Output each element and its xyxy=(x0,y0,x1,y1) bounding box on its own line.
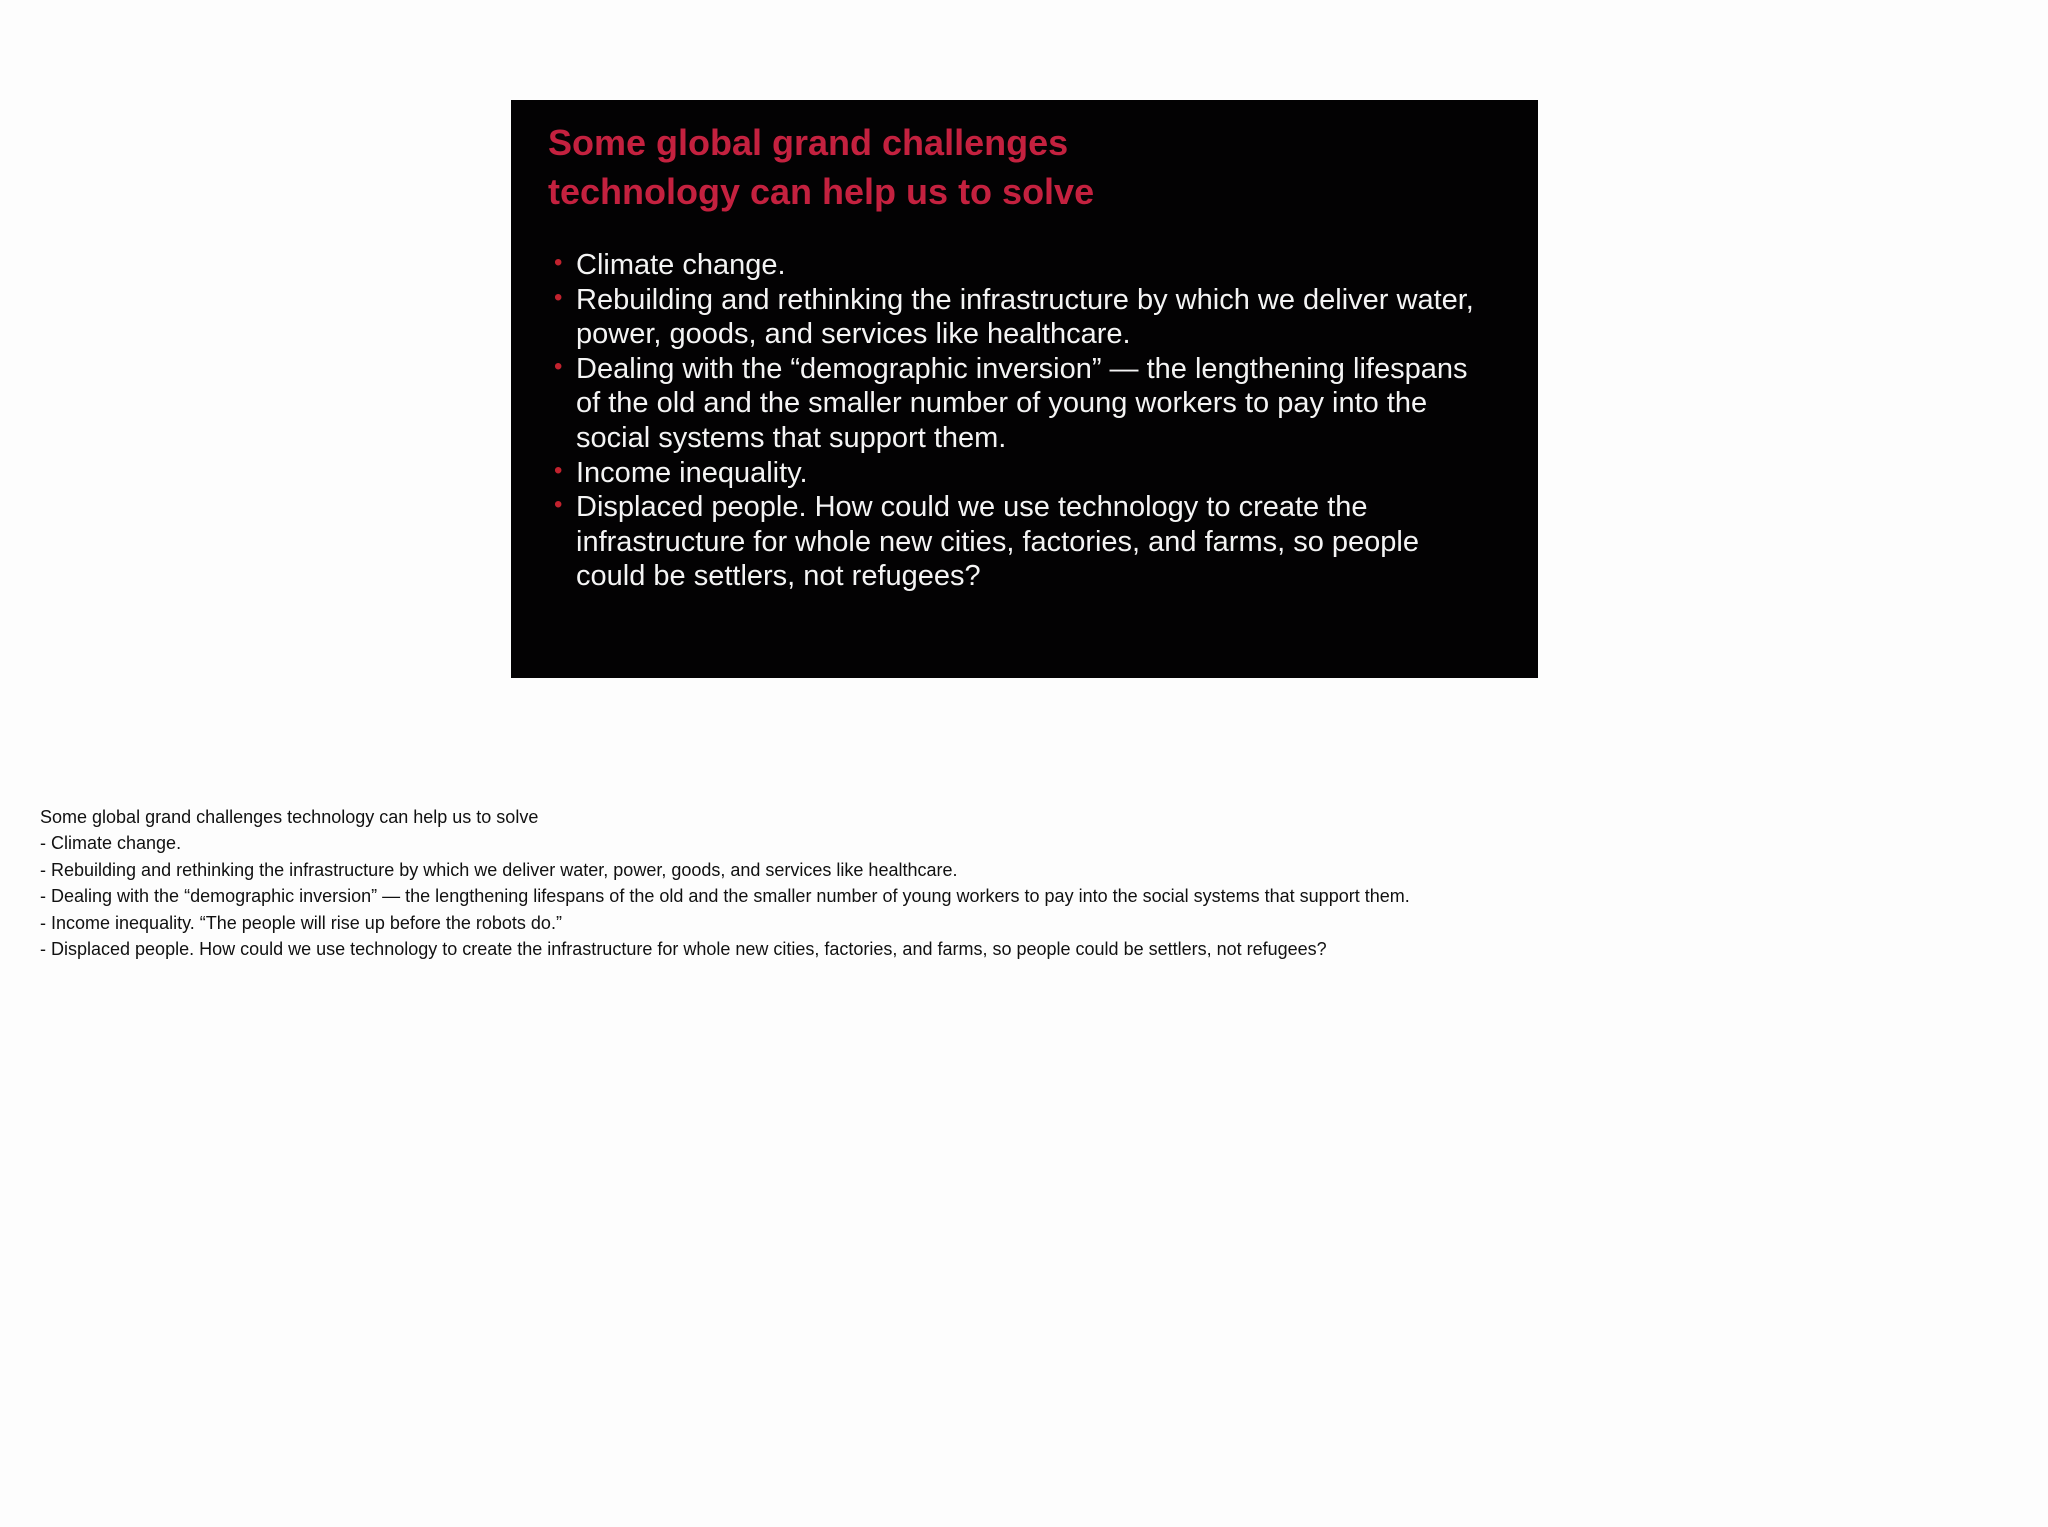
bullet-dot-icon: • xyxy=(554,283,563,311)
speaker-notes xyxy=(40,804,1660,962)
slide-title xyxy=(548,118,1308,216)
notes-line: - Climate change. xyxy=(40,833,182,854)
bullet-dot-icon: • xyxy=(554,352,563,380)
bullet-dot-icon: • xyxy=(554,491,563,519)
notes-line: - Income inequality. “The people will rise up before the robots do.” xyxy=(40,912,562,933)
slide-bullet-item xyxy=(554,490,1496,594)
slide-bullet-text: Income inequality. xyxy=(576,456,808,489)
slide-bullet-text: Displaced people. How could we use technology to create the infrastructure for whole new cities, factories, and farms, so people could be settlers, not refugees? xyxy=(576,491,1419,593)
slide-bullet-item xyxy=(554,352,1496,456)
slide-bullet-item xyxy=(554,456,1496,491)
slide-bullet-text: Climate change. xyxy=(576,249,786,281)
notes-line: - Rebuilding and rethinking the infrastructure by which we deliver water, power, goods, and services like healthcare. xyxy=(40,859,958,880)
slide-bullet-text: Dealing with the “demographic inversion” — the lengthening lifespans of the old and the smaller number of young workers to pay into the social systems that support them. xyxy=(576,352,1468,454)
notes-line: - Dealing with the “demographic inversion” — the lengthening lifespans of the old and the smaller number of young workers to pay into the social systems that support them. xyxy=(40,886,1410,907)
slide xyxy=(511,100,1538,678)
slide-bullet-text: Rebuilding and rethinking the infrastructure by which we deliver water, power, goods, and services like healthcare. xyxy=(576,283,1474,351)
slide-title-line-2: technology can help us to solve xyxy=(548,171,1095,212)
slide-title-line-1: Some global grand challenges xyxy=(548,122,1069,163)
notes-line: - Displaced people. How could we use technology to create the infrastructure for whole new cities, factories, and farms, so people could be settlers, not refugees? xyxy=(40,939,1327,960)
notes-title: Some global grand challenges technology can help us to solve xyxy=(40,807,539,827)
slide-bullet-list xyxy=(554,248,1496,594)
bullet-dot-icon: • xyxy=(554,249,563,276)
slide-bullet-item xyxy=(554,248,1496,283)
slide-bullet-item xyxy=(554,283,1496,352)
bullet-dot-icon: • xyxy=(554,456,563,484)
